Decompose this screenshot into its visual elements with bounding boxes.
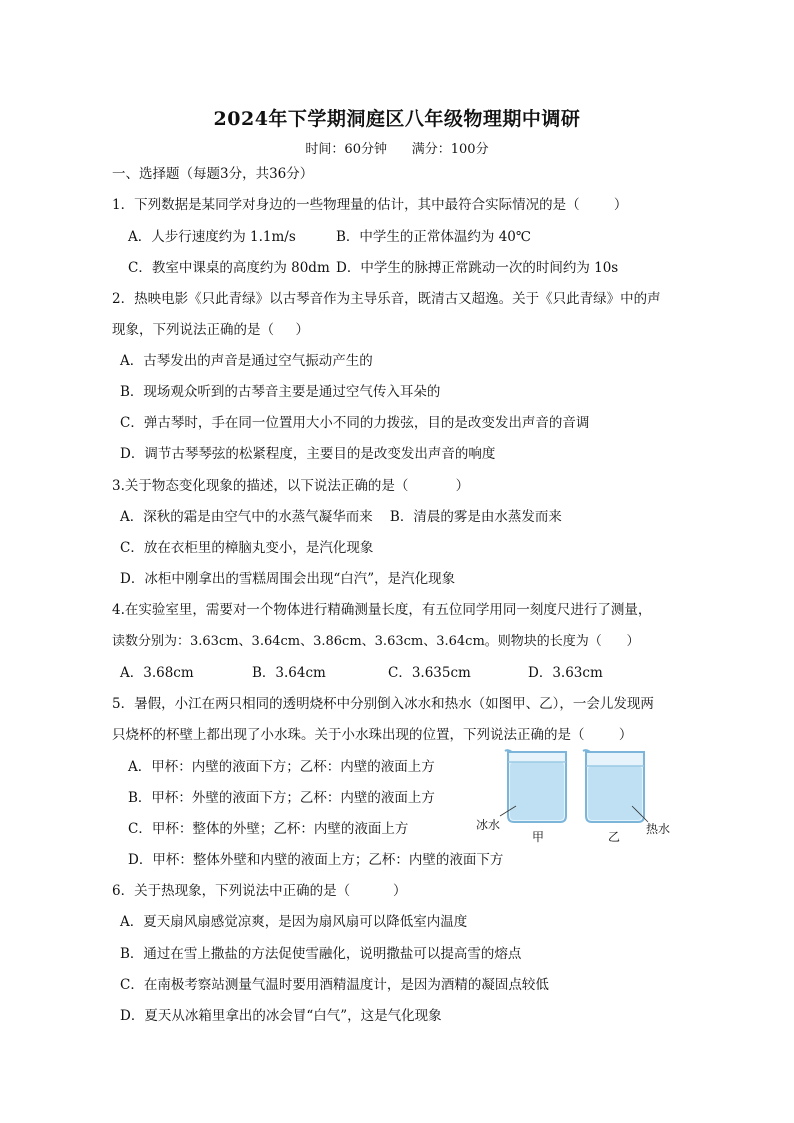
q5-option-b: B．甲杯：外壁的液面下方；乙杯：内壁的液面上方 — [128, 790, 435, 806]
q2-stem-line2: 现象，下列说法正确的是（ ） — [112, 322, 309, 338]
q4-option-a: A．3.68cm — [120, 665, 194, 681]
q4-option-b: B．3.64cm — [252, 665, 326, 681]
q1-stem: 1．下列数据是某同学对身边的一些物理量的估计，其中最符合实际情况的是（ ） — [112, 197, 628, 213]
q2-option-d: D．调节古琴琴弦的松紧程度，主要目的是改变发出声音的响度 — [120, 446, 496, 462]
beaker-jia — [505, 750, 566, 822]
q3-option-c: C．放在衣柜里的樟脑丸变小，是汽化现象 — [120, 540, 374, 556]
q5-option-c: C．甲杯：整体的外壁；乙杯：内壁的液面上方 — [128, 821, 409, 837]
q3-stem: 3.关于物态变化现象的描述，以下说法正确的是（ ） — [112, 478, 470, 494]
q5-option-d: D．甲杯：整体外壁和内壁的液面上方；乙杯：内壁的液面下方 — [128, 852, 504, 868]
q3-option-a-b: A．深秋的霜是由空气中的水蒸气凝华而来 B．清晨的雾是由水蒸发而来 — [120, 509, 562, 525]
q1-option-c: C．教室中课桌的高度约为 80dm — [128, 260, 330, 276]
q1-option-d: D．中学生的脉搏正常跳动一次的时间约为 10s — [336, 260, 619, 276]
q1-option-b: B．中学生的正常体温约为 40℃ — [336, 229, 531, 245]
exam-time-and-score: 时间：60分钟 满分：100分 — [305, 142, 489, 157]
label-hot-water: 热水 — [646, 822, 671, 836]
q6-option-d: D．夏天从冰箱里拿出的冰会冒“白气”，这是气化现象 — [120, 1008, 442, 1024]
q6-option-c: C．在南极考察站测量气温时要用酒精温度计，是因为酒精的凝固点较低 — [120, 977, 549, 993]
section-heading: 一、选择题（每题3分，共36分） — [112, 166, 314, 182]
q6-option-a: A．夏天扇风扇感觉凉爽，是因为扇风扇可以降低室内温度 — [120, 914, 468, 930]
label-jia: 甲 — [532, 830, 545, 844]
q4-stem-line2: 读数分别为：3.63cm、3.64cm、3.86cm、3.63cm、3.64cm。则物块的长度为（ ） — [112, 634, 640, 649]
q6-stem: 6．关于热现象，下列说法中正确的是（ ） — [112, 883, 407, 899]
label-yi: 乙 — [608, 830, 621, 844]
page-title: 2024年下学期洞庭区八年级物理期中调研 — [213, 108, 581, 130]
q6-option-b: B．通过在雪上撒盐的方法促使雪融化，说明撒盐可以提高雪的熔点 — [120, 946, 522, 962]
q2-option-a: A．古琴发出的声音是通过空气振动产生的 — [120, 353, 373, 369]
q3-option-d: D．冰柜中刚拿出的雪糕周围会出现“白汽”，是汽化现象 — [120, 571, 456, 587]
q4-option-c: C．3.635cm — [388, 665, 471, 681]
beakers-figure — [472, 744, 704, 848]
q2-option-b: B．现场观众听到的古琴音主要是通过空气传入耳朵的 — [120, 384, 441, 400]
q4-stem-line1: 4.在实验室里，需要对一个物体进行精确测量长度，有五位同学用同一刻度尺进行了测量， — [112, 602, 652, 618]
label-ice-water: 冰水 — [476, 818, 501, 832]
beaker-yi — [583, 750, 644, 822]
q1-option-a: A．人步行速度约为 1.1m/s — [128, 229, 296, 245]
q5-stem-line1: 5．暑假，小江在两只相同的透明烧杯中分别倒入冰水和热水（如图甲、乙），一会儿发现两 — [112, 696, 654, 712]
q2-option-c: C．弹古琴时，手在同一位置用大小不同的力拨弦，目的是改变发出声音的音调 — [120, 415, 590, 431]
q5-stem-line2: 只烧杯的杯壁上都出现了小水珠。关于小水珠出现的位置，下列说法正确的是（ ） — [112, 727, 633, 743]
q4-option-d: D．3.63cm — [528, 665, 603, 681]
q5-option-a: A．甲杯：内壁的液面下方；乙杯：内壁的液面上方 — [128, 759, 435, 775]
q2-stem-line1: 2．热映电影《只此青绿》以古琴音作为主导乐音，既清古又超逸。关于《只此青绿》中的声 — [112, 291, 661, 307]
